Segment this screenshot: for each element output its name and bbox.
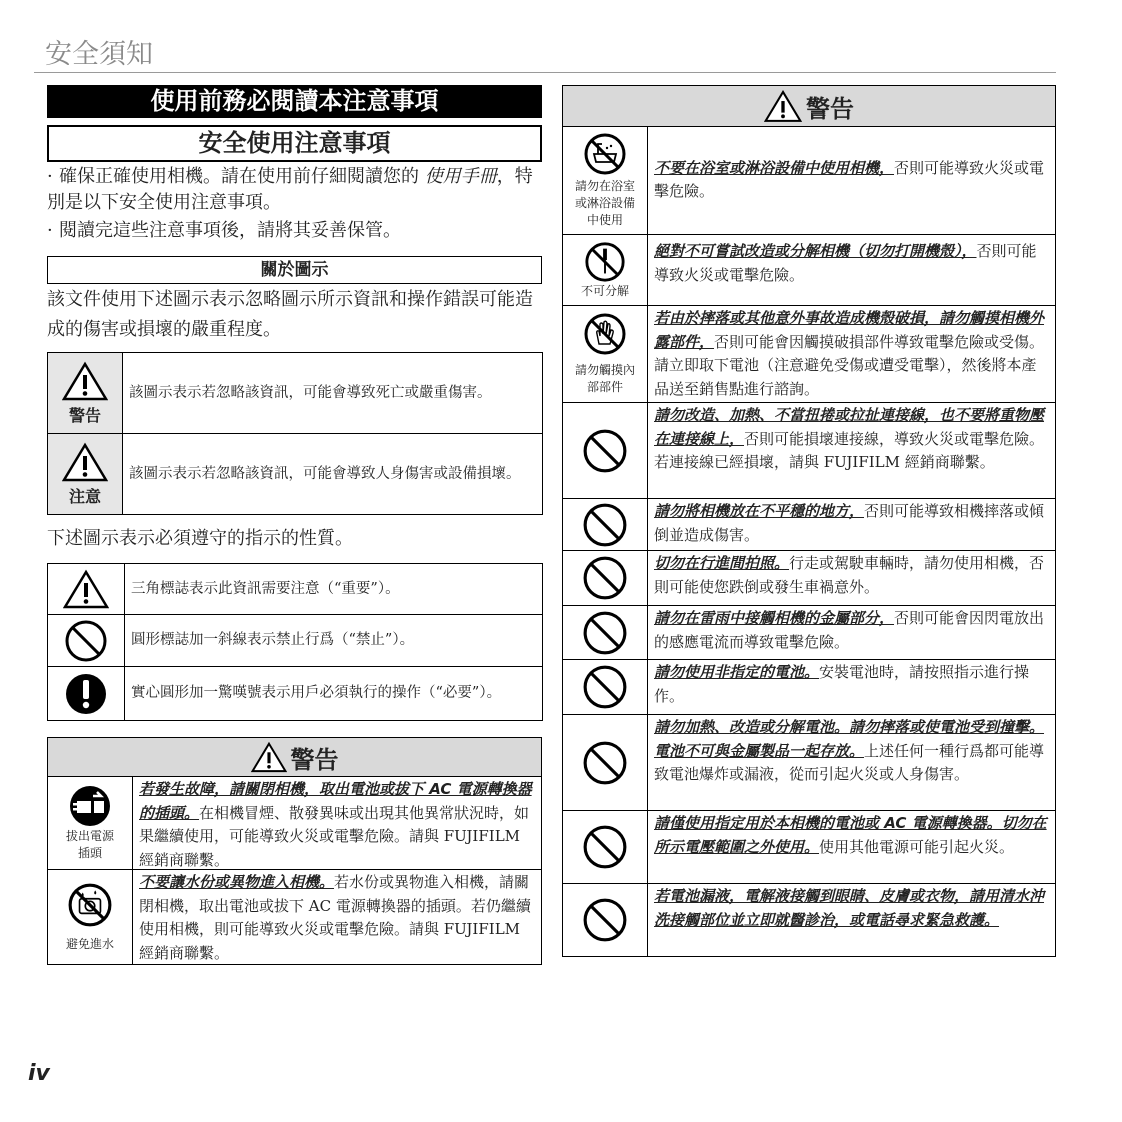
severity-row-caution — [48, 434, 542, 515]
page-number: iv — [28, 1061, 50, 1086]
instruction-text: 圓形標誌加一斜線表示禁止行爲（“禁止”）。 — [131, 632, 415, 648]
warning-text: 切勿在行進間拍照。行走或駕駛車輛時，請勿使用相機，否則可能使您跌倒或發生車禍意外。 — [654, 554, 1045, 596]
warning-title: 警告 — [290, 745, 339, 774]
prohibited-icon — [582, 555, 628, 601]
warning-table-left — [47, 737, 542, 965]
instruction-text: 三角標誌表示此資訊需要注意（“重要”）。 — [131, 580, 400, 597]
warning-text: 請勿使用非指定的電池。安裝電池時，請按照指示進行操作。 — [654, 663, 1030, 705]
warning-caption: 請勿在浴室或淋浴設備中使用 — [574, 179, 635, 227]
main-title: 使用前務必閱讀本注意事項 — [47, 85, 542, 118]
severity-row-warning — [48, 353, 542, 434]
warning-triangle-icon — [251, 741, 287, 773]
warning-text: 絕對不可嘗試改造或分解相機（切勿打開機殼），否則可能導致火災或電擊危險。 — [654, 242, 1037, 284]
intro-bullet-1: · 確保正確使用相機。請在使用前仔細閱讀您的 使用手冊，特別是以下安全使用注意事項。 — [47, 166, 533, 213]
prohibited-icon — [64, 619, 108, 663]
warning-text: 若由於摔落或其他意外事故造成機殼破損，請勿觸摸相機外露部件，否則可能會因觸摸破損部件導致電擊危險或受傷。請立即取下電池（注意避免受傷或遭受電擊），然後將本產品送至銷售點進行諮詢。 — [654, 309, 1045, 398]
instruction-row — [48, 667, 542, 721]
warning-triangle-icon — [62, 361, 108, 401]
sub-title: 安全使用注意事項 — [47, 125, 542, 162]
instruction-row — [48, 564, 542, 615]
warning-triangle-icon — [764, 89, 802, 123]
warning-row — [563, 403, 1055, 499]
warning-text: 不要在浴室或淋浴設備中使用相機，否則可能導致火災或電擊危險。 — [654, 158, 1045, 200]
warning-caption: 請勿觸摸內部部件 — [574, 363, 635, 394]
warning-row — [563, 235, 1055, 306]
severity-legend — [47, 352, 543, 515]
intro-bullet-2: · 閱讀完這些注意事項後，請將其妥善保管。 — [47, 220, 401, 241]
warning-row — [563, 715, 1055, 811]
warning-header — [563, 86, 1055, 127]
warning-row — [48, 870, 541, 964]
prohibited-icon — [582, 610, 628, 656]
warning-text: 不要讓水份或異物進入相機。若水份或異物進入相機，請關閉相機，取出電池或拔下 AC 電源轉換器的插頭。若仍繼續使用相機，則可能導致火災或電擊危險。請與 FUJIFILM 經銷商聯繫。 — [139, 873, 531, 962]
warning-caption: 避免進水 — [65, 936, 114, 951]
warning-row — [48, 777, 541, 870]
warning-table-right — [562, 85, 1056, 957]
about-icons-heading: 關於圖示 — [47, 256, 542, 284]
warning-text: 請勿將相機放在不平穩的地方，否則可能導致相機摔落或傾倒並造成傷害。 — [654, 502, 1045, 544]
prohibited-icon — [582, 740, 628, 786]
about-icons-text: 該文件使用下述圖示表示忽略圖示所示資訊和操作錯誤可能造成的傷害或損壞的嚴重程度。 — [47, 289, 533, 340]
instruction-text: 實心圓形加一驚嘆號表示用戶必須執行的操作（“必要”）。 — [131, 685, 502, 701]
header-divider — [34, 72, 1056, 73]
instruction-intro: 下述圖示表示必須遵守的指示的性質。 — [47, 528, 353, 549]
avoid-water-icon — [67, 882, 113, 928]
warning-row — [563, 884, 1055, 956]
warning-text: 請勿在雷雨中接觸相機的金屬部分，否則可能會因閃電放出的感應電流而導致電擊危險。 — [654, 609, 1045, 651]
severity-text: 該圖示表示若忽略該資訊，可能會導致人身傷害或設備損壞。 — [129, 465, 521, 482]
warning-row — [563, 606, 1055, 660]
mandatory-icon — [64, 672, 108, 716]
severity-text: 該圖示表示若忽略該資訊，可能會導致死亡或嚴重傷害。 — [129, 384, 492, 401]
warning-caption: 不可分解 — [580, 283, 629, 298]
warning-row — [563, 127, 1055, 235]
warning-text: 若電池漏液，電解液接觸到眼睛、皮膚或衣物，請用清水沖洗接觸部位並立即就醫診治，或電話尋求緊急救護。 — [654, 887, 1045, 929]
no-bathroom-icon — [583, 132, 627, 176]
prohibited-icon — [582, 664, 628, 710]
prohibited-icon — [582, 897, 628, 943]
prohibited-icon — [582, 502, 628, 548]
warning-header — [48, 738, 541, 777]
no-touch-icon — [583, 312, 627, 356]
warning-text: 請僅使用指定用於本相機的電池或 AC 電源轉換器。切勿在所示電壓範圍之外使用。使用其他電源可能引起火災。 — [654, 814, 1047, 856]
page-section-title: 安全須知 — [45, 39, 153, 70]
no-disassembly-icon — [584, 241, 626, 283]
severity-caption: 警告 — [68, 405, 101, 425]
warning-row — [563, 306, 1055, 403]
warning-text: 請勿改造、加熱、不當扭捲或拉扯連接線，也不要將重物壓在連接線上，否則可能損壞連接線，導致火災或電擊危險。若連接線已經損壞，請與 FUJIFILM 經銷商聯繫。 — [654, 406, 1045, 471]
prohibited-icon — [582, 428, 628, 474]
instruction-legend — [47, 563, 543, 721]
unplug-icon — [68, 784, 112, 828]
warning-text: 若發生故障，請關閉相機，取出電池或拔下 AC 電源轉換器的插頭。在相機冒煙、散發異味或出現其他異常狀況時，如果繼續使用，可能導致火災或電擊危險。請與 FUJIFILM 經銷商聯繫。 — [139, 780, 532, 869]
prohibited-icon — [582, 824, 628, 870]
severity-caption: 注意 — [68, 486, 101, 506]
warning-row — [563, 551, 1055, 606]
warning-row — [563, 811, 1055, 884]
warning-text: 請勿加熱、改造或分解電池。請勿摔落或使電池受到撞擊。電池不可與金屬製品一起存放。上述任何一種行爲都可能導致電池爆炸或漏液，從而引起火災或人身傷害。 — [654, 718, 1045, 783]
warning-row — [563, 660, 1055, 715]
instruction-row — [48, 615, 542, 667]
warning-row — [563, 499, 1055, 551]
warning-caption: 拔出電源插頭 — [65, 829, 114, 860]
warning-title: 警告 — [806, 94, 854, 123]
caution-triangle-icon — [62, 442, 108, 482]
attention-triangle-icon — [63, 569, 109, 609]
